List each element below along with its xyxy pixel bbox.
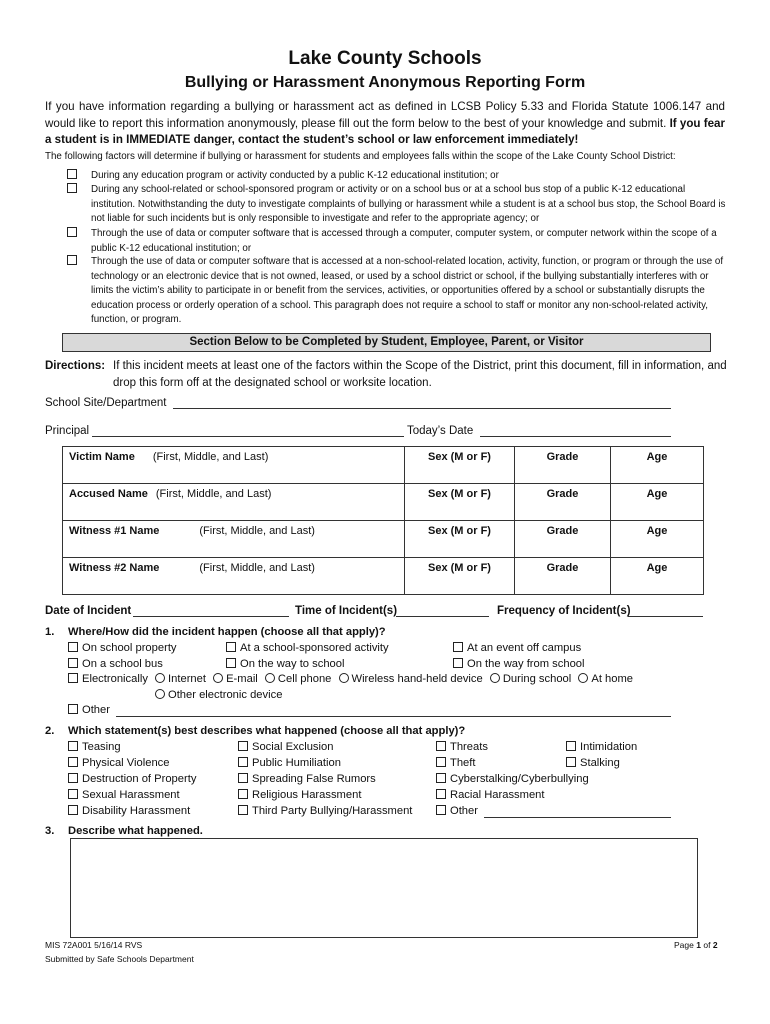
grade-cell[interactable]: [515, 484, 611, 521]
page-total: 2: [712, 940, 718, 950]
q2-option[interactable]: [566, 757, 620, 769]
principal-field[interactable]: [92, 436, 404, 437]
option-label: Religious Harassment: [252, 789, 362, 801]
option-label: Spreading False Rumors: [252, 773, 376, 785]
q1-option[interactable]: [68, 658, 163, 670]
q3-question: Describe what happened.: [68, 825, 203, 837]
q1-option[interactable]: [226, 642, 389, 654]
option-label: Internet: [168, 673, 206, 685]
q2-option[interactable]: [436, 741, 488, 753]
checkbox-icon[interactable]: [68, 704, 78, 714]
name-cell[interactable]: [63, 558, 405, 595]
checkbox-icon[interactable]: [566, 757, 576, 767]
role-label: Witness #2 Name: [69, 562, 160, 574]
sex-label: Sex (M or F): [428, 525, 491, 537]
description-textarea[interactable]: [70, 838, 698, 938]
date-of-incident-label: Date of Incident: [45, 605, 132, 617]
option-label: Social Exclusion: [252, 741, 334, 753]
radio-icon[interactable]: [155, 689, 165, 699]
checkbox-icon[interactable]: [68, 789, 78, 799]
time-of-incident-field[interactable]: [396, 616, 489, 617]
time-of-incident-label: Time of Incident(s): [295, 605, 398, 617]
sex-cell[interactable]: [405, 521, 515, 558]
sex-label: Sex (M or F): [428, 488, 491, 500]
checkbox-icon[interactable]: [453, 658, 463, 668]
checkbox-icon[interactable]: [566, 741, 576, 751]
option-label: Stalking: [580, 757, 620, 769]
checkbox-icon[interactable]: [68, 741, 78, 751]
q1-number: 1.: [45, 626, 55, 638]
radio-icon[interactable]: [578, 673, 588, 683]
form-code: MIS 72A001 5/16/14 RVS: [45, 940, 143, 950]
q1-option[interactable]: [68, 642, 177, 654]
principal-label: Principal: [45, 425, 90, 437]
option-label: On a school bus: [82, 658, 163, 670]
q2-option[interactable]: [238, 789, 361, 801]
role-label: Victim Name: [69, 451, 135, 463]
factor-item: [67, 183, 727, 227]
option-label: Theft: [450, 757, 476, 769]
radio-icon[interactable]: [155, 673, 165, 683]
option-label: On the way from school: [467, 658, 585, 670]
option-label: E-mail: [226, 673, 258, 685]
table-row: [63, 558, 704, 595]
checkbox-icon[interactable]: [68, 805, 78, 815]
danger-warning: If you fear a student is in IMMEDIATE danger, contact the student’s school or law enforcement immediately!: [45, 116, 725, 146]
school-site-field[interactable]: [173, 408, 671, 409]
radio-icon[interactable]: [339, 673, 349, 683]
factor-item: [67, 169, 727, 184]
name-cell[interactable]: [63, 521, 405, 558]
checkbox-icon: [67, 227, 77, 237]
name-hint: (First, Middle, and Last): [199, 525, 315, 537]
checkbox-icon: [67, 183, 77, 193]
age-cell[interactable]: [611, 521, 704, 558]
checkbox-icon[interactable]: [68, 773, 78, 783]
checkbox-icon[interactable]: [238, 757, 248, 767]
intro-text: If you have information regarding a bullying or harassment act as defined in LCSB Policy 5.33 and Florida Statute 1006.147 and would like to report this information anonymously, please fill out the form below to the best of your knowledge and submit.: [45, 100, 725, 130]
age-cell[interactable]: [611, 558, 704, 595]
grade-label: Grade: [546, 451, 579, 463]
q2-option[interactable]: [238, 805, 412, 817]
checkbox-icon[interactable]: [436, 757, 446, 767]
grade-label: Grade: [546, 562, 579, 574]
page-indicator: [674, 940, 718, 950]
sex-cell[interactable]: [405, 558, 515, 595]
factor-text: During any education program or activity conducted by a public K-12 educational institution; or: [91, 170, 499, 181]
option-label: Destruction of Property: [82, 773, 197, 785]
people-table: [62, 446, 704, 595]
checkbox-icon[interactable]: [436, 773, 446, 783]
todays-date-field[interactable]: [480, 436, 671, 437]
q3-number: 3.: [45, 825, 55, 837]
age-cell[interactable]: [611, 447, 704, 484]
q2-option[interactable]: [68, 805, 190, 817]
todays-date-label: Today’s Date: [407, 425, 474, 437]
sex-label: Sex (M or F): [428, 451, 491, 463]
q2-option[interactable]: [68, 789, 180, 801]
factor-item: [67, 227, 727, 256]
table-row: [63, 447, 704, 484]
name-hint: (First, Middle, and Last): [152, 451, 269, 463]
q1-option[interactable]: [453, 642, 581, 654]
q1-question: Where/How did the incident happen (choose all that apply)?: [68, 626, 386, 638]
section-bar: Section Below to be Completed by Student, Employee, Parent, or Visitor: [62, 333, 711, 352]
q2-option[interactable]: [68, 757, 169, 769]
option-label: Intimidation: [580, 741, 638, 753]
school-site-label: School Site/Department: [45, 397, 167, 409]
q2-option[interactable]: [436, 805, 478, 817]
name-hint: (First, Middle, and Last): [155, 488, 272, 500]
radio-icon[interactable]: [490, 673, 500, 683]
option-label: Physical Violence: [82, 757, 170, 769]
q2-question: Which statement(s) best describes what happened (choose all that apply)?: [68, 725, 466, 737]
grade-cell[interactable]: [515, 521, 611, 558]
option-label: Other electronic device: [168, 689, 283, 701]
checkbox-icon: [67, 169, 77, 179]
factor-text: During any school-related or school-sponsored program or activity or on a school bus or at a school bus stop of a public K-12 educational institution. Notwithstanding the duty to investigate complaints of bullying or harassment while a student is at a school bus stop, the School Board is not liable for such incidents but is only responsible to investigate and refer to the appropriate agency; or: [91, 184, 726, 224]
checkbox-icon[interactable]: [68, 642, 78, 652]
option-label: Disability Harassment: [82, 805, 191, 817]
grade-label: Grade: [546, 488, 579, 500]
option-label: At an event off campus: [467, 642, 582, 654]
option-label: At a school-sponsored activity: [240, 642, 389, 654]
option-label: Public Humiliation: [252, 757, 341, 769]
sex-label: Sex (M or F): [428, 562, 491, 574]
q2-option[interactable]: [238, 757, 341, 769]
checkbox-icon: [67, 255, 77, 265]
frequency-label: Frequency of Incident(s): [497, 605, 631, 617]
option-label: Racial Harassment: [450, 789, 545, 801]
checkbox-icon[interactable]: [436, 789, 446, 799]
q2-option[interactable]: [436, 757, 476, 769]
role-label: Witness #1 Name: [69, 525, 160, 537]
grade-cell[interactable]: [515, 558, 611, 595]
date-of-incident-field[interactable]: [133, 616, 289, 617]
q2-other-field[interactable]: [484, 817, 671, 818]
page-prefix: Page: [674, 940, 694, 950]
q1-option[interactable]: [226, 658, 344, 670]
factor-text: Through the use of data or computer software that is accessed through a computer, computer system, or computer network within the scope of a public K-12 educational institution; or: [91, 228, 717, 254]
option-label: Other: [450, 805, 478, 817]
age-label: Age: [646, 525, 668, 537]
option-label: During school: [502, 673, 572, 685]
name-cell[interactable]: [63, 484, 405, 521]
age-cell[interactable]: [611, 484, 704, 521]
page-number: 1: [696, 940, 701, 950]
checkbox-icon[interactable]: [453, 642, 463, 652]
q1-option[interactable]: [453, 658, 585, 670]
q2-option[interactable]: [566, 741, 637, 753]
q1-electronic-row: [68, 673, 633, 685]
electronically-label: Electronically: [82, 673, 148, 685]
form-title: Bullying or Harassment Anonymous Reporting Form: [184, 74, 586, 91]
directions-text: If this incident meets at least one of the factors within the Scope of the District, print this document, fill in information, and drop this form off at the designated school or worksite location.: [113, 360, 727, 389]
option-label: Cyberstalking/Cyberbullying: [450, 773, 589, 785]
table-row: [63, 521, 704, 558]
q2-option[interactable]: [68, 773, 196, 785]
q2-option[interactable]: [436, 789, 545, 801]
checkbox-icon[interactable]: [68, 673, 78, 683]
checkbox-icon[interactable]: [238, 741, 248, 751]
radio-icon[interactable]: [213, 673, 223, 683]
q2-option[interactable]: [238, 773, 376, 785]
q2-option[interactable]: [68, 741, 121, 753]
sex-cell[interactable]: [405, 484, 515, 521]
name-cell[interactable]: [63, 447, 405, 484]
q1-other-field[interactable]: [116, 716, 671, 717]
checkbox-icon[interactable]: [238, 805, 248, 815]
radio-icon[interactable]: [265, 673, 275, 683]
grade-cell[interactable]: [515, 447, 611, 484]
option-label: Threats: [450, 741, 488, 753]
grade-label: Grade: [546, 525, 579, 537]
q2-number: 2.: [45, 725, 55, 737]
role-label: Accused Name: [69, 488, 148, 500]
checkbox-icon[interactable]: [436, 741, 446, 751]
checkbox-icon[interactable]: [68, 757, 78, 767]
option-label: Teasing: [82, 741, 121, 753]
option-label: Wireless hand-held device: [351, 673, 483, 685]
intro-paragraph: [45, 99, 725, 149]
name-hint: (First, Middle, and Last): [199, 562, 315, 574]
option-label: Cell phone: [277, 673, 332, 685]
checkbox-icon[interactable]: [226, 658, 236, 668]
factor-item: [67, 255, 727, 328]
option-label: On the way to school: [240, 658, 345, 670]
page-of: of: [703, 940, 711, 950]
option-label: Sexual Harassment: [82, 789, 180, 801]
q2-option[interactable]: [436, 773, 589, 785]
district-title: Lake County Schools: [288, 48, 482, 69]
age-label: Age: [646, 562, 668, 574]
age-label: Age: [646, 451, 668, 463]
q1-other-electronic[interactable]: [151, 689, 282, 701]
q2-option[interactable]: [238, 741, 333, 753]
q1-other[interactable]: [68, 704, 110, 716]
checkbox-icon[interactable]: [436, 805, 446, 815]
directions-label: Directions:: [45, 360, 106, 372]
option-label: On school property: [82, 642, 177, 654]
checkbox-icon[interactable]: [238, 789, 248, 799]
factor-text: Through the use of data or computer software that is accessed at a non-school-related location, activity, function, or program or through the use of technology or an electronic device that is not owned, leased, or used by a school district or school, if the bullying substantially interferes with or limits the victim’s ability to participate in or benefit from the services, activities, or opportunities offered by a school or substantially disrupts the education process or orderly operation of a school. This paragraph does not require a school to staff or monitor any non-school-related activity, function, or program.: [91, 256, 724, 325]
checkbox-icon[interactable]: [68, 658, 78, 668]
factors-lead: The following factors will determine if bullying or harassment for students and employees falls within the scope of the Lake County School District:: [45, 151, 676, 162]
option-label: Third Party Bullying/Harassment: [252, 805, 413, 817]
frequency-field[interactable]: [628, 616, 703, 617]
department-note: Submitted by Safe Schools Department: [45, 954, 194, 964]
checkbox-icon[interactable]: [238, 773, 248, 783]
checkbox-icon[interactable]: [226, 642, 236, 652]
option-label: Other: [82, 704, 110, 716]
age-label: Age: [646, 488, 668, 500]
table-row: [63, 484, 704, 521]
sex-cell[interactable]: [405, 447, 515, 484]
option-label: At home: [591, 673, 634, 685]
